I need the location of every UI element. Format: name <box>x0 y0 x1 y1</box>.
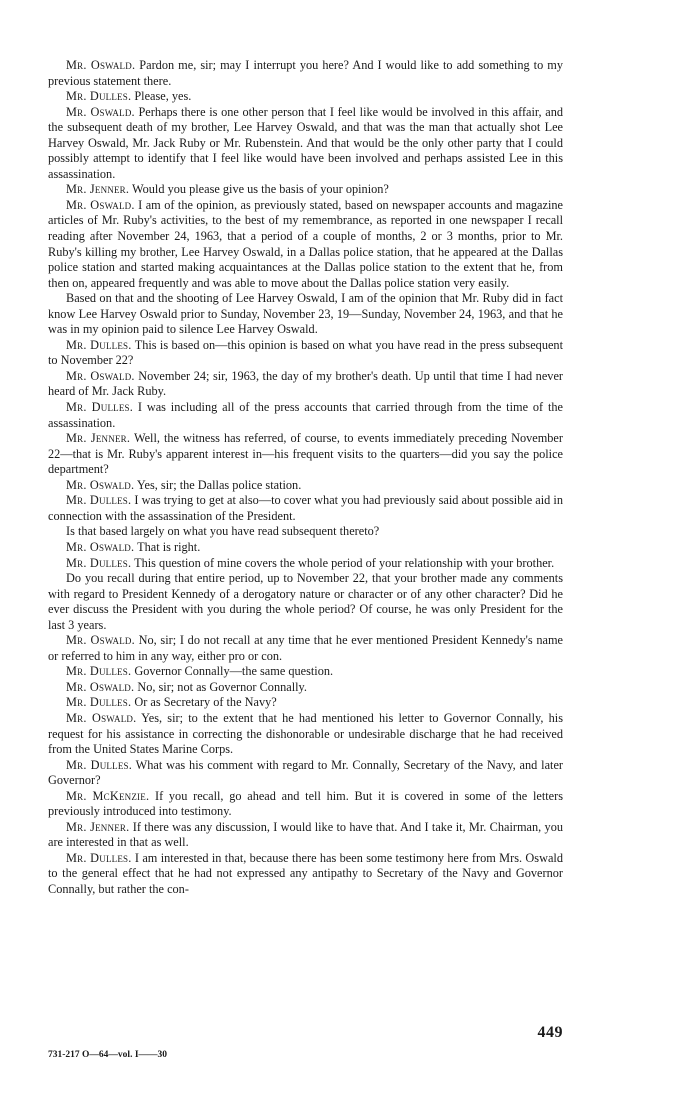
speaker-name: Mr. Oswald. <box>66 368 135 383</box>
paragraph-text: Yes, sir; to the extent that he had mentioned his letter to Governor Connally, his request for his assistance in correcting the dishonorable or undesirable discharge that he had received from the United States Marine Corps. <box>48 710 563 757</box>
paragraph-text: Or as Secretary of the Navy? <box>134 695 277 710</box>
speaker-name: Mr. Dulles. <box>66 664 132 679</box>
testimony-paragraph <box>48 478 563 494</box>
speaker-name: Mr. Dulles. <box>66 850 132 865</box>
testimony-paragraph <box>48 291 563 338</box>
paragraph-text: Well, the witness has referred, of course, to events immediately preceding November 22—that is Mr. Ruby's apparent interest in—his frequent visits to the quarters—did you say the police department? <box>48 431 563 477</box>
testimony-paragraph <box>48 711 563 758</box>
speaker-name: Mr. Dulles. <box>66 555 132 570</box>
page-number: 449 <box>537 1024 563 1041</box>
speaker-name: Mr. Dulles. <box>66 493 132 508</box>
paragraph-text: This question of mine covers the whole period of your relationship with your brother. <box>134 555 555 570</box>
paragraph-text: Pardon me, sir; may I interrupt you here? And I would like to add something to my previous statement there. <box>48 58 563 88</box>
paragraph-text: Please, yes. <box>134 89 192 104</box>
paragraph-text: Is that based largely on what you have read subsequent thereto? <box>66 524 380 539</box>
speaker-name: Mr. Dulles. <box>66 695 132 710</box>
speaker-name: Mr. Dulles. <box>66 757 132 772</box>
paragraph-text: Yes, sir; the Dallas police station. <box>136 477 302 492</box>
testimony-paragraph <box>48 556 563 572</box>
speaker-name: Mr. Oswald. <box>66 539 135 554</box>
testimony-paragraph <box>48 338 563 369</box>
testimony-paragraph <box>48 198 563 291</box>
paragraph-text: If there was any discussion, I would like to have that. And I take it, Mr. Chairman, you are interested in that as well. <box>48 819 563 850</box>
testimony-paragraph <box>48 58 563 89</box>
testimony-paragraph <box>48 664 563 680</box>
testimony-body <box>48 58 563 898</box>
paragraph-text: If you recall, go ahead and tell him. But it is covered in some of the letters previously introduced into testimony. <box>48 788 563 819</box>
speaker-name: Mr. Jenner. <box>66 819 130 834</box>
testimony-paragraph <box>48 758 563 789</box>
speaker-name: Mr. Jenner. <box>66 182 130 197</box>
testimony-paragraph <box>48 105 563 183</box>
paragraph-text: I am interested in that, because there has been some testimony here from Mrs. Oswald to the general effect that he had not expressed any antipathy to Secretary of the Navy and Governor Connally, but rather the con- <box>48 850 563 896</box>
testimony-paragraph <box>48 431 563 478</box>
paragraph-text: November 24; sir, 1963, the day of my brother's death. Up until that time I had never heard of Mr. Jack Ruby. <box>48 368 563 399</box>
paragraph-text: Perhaps there is one other person that I feel like would be involved in this affair, and the subsequent death of my brother, Lee Harvey Oswald, and that was the man that actually shot Lee Harvey Oswald, Mr. Jack Ruby or Mr. Rubenstein. And that would be the only other party that I could possibly attempt to identify that I feel like would have been involved and perhaps assisted Lee in this assassination. <box>48 104 563 181</box>
testimony-paragraph <box>48 820 563 851</box>
testimony-paragraph <box>48 540 563 556</box>
testimony-paragraph <box>48 89 563 105</box>
speaker-name: Mr. Oswald. <box>66 58 136 72</box>
speaker-name: Mr. Oswald. <box>66 477 135 492</box>
paragraph-text: I was trying to get at also—to cover what you had previously said about possible aid in connection with the assassination of the President. <box>48 493 563 523</box>
paragraph-text: What was his comment with regard to Mr. Connally, Secretary of the Navy, and later Governor? <box>48 757 563 788</box>
speaker-name: Mr. Dulles. <box>66 89 132 104</box>
paragraph-text: Would you please give us the basis of your opinion? <box>132 182 389 197</box>
speaker-name: Mr. Oswald. <box>66 710 137 725</box>
speaker-name: Mr. Oswald. <box>66 633 135 648</box>
speaker-name: Mr. McKenzie. <box>66 788 150 803</box>
speaker-name: Mr. Dulles. <box>66 400 134 415</box>
testimony-paragraph <box>48 789 563 820</box>
paragraph-text: This is based on—this opinion is based on what you have read in the press subsequent to November 22? <box>48 337 563 368</box>
paragraph-text: No, sir; I do not recall at any time that he ever mentioned President Kennedy's name or referred to him in any way, either pro or con. <box>48 633 563 663</box>
testimony-paragraph <box>48 633 563 664</box>
testimony-paragraph <box>48 182 563 198</box>
testimony-paragraph <box>48 571 563 633</box>
speaker-name: Mr. Jenner. <box>66 431 131 446</box>
speaker-name: Mr. Oswald. <box>66 197 135 212</box>
testimony-paragraph <box>48 493 563 524</box>
print-code: 731-217 O—64—vol. I——30 <box>48 1050 168 1060</box>
testimony-paragraph <box>48 400 563 431</box>
speaker-name: Mr. Oswald. <box>66 679 135 694</box>
speaker-name: Mr. Oswald. <box>66 104 135 119</box>
testimony-paragraph <box>48 695 563 711</box>
speaker-name: Mr. Dulles. <box>66 337 132 352</box>
testimony-paragraph <box>48 524 563 540</box>
paragraph-text: I was including all of the press accounts that carried through from the time of the assassination. <box>48 400 563 430</box>
testimony-paragraph <box>48 369 563 400</box>
paragraph-text: Do you recall during that entire period, up to November 22, that your brother made any comments with regard to President Kennedy of a derogatory nature or character or of any other character? Did he ever discuss the President with you during the whole period? Of course, he was only President for the last 3 years. <box>48 571 563 632</box>
testimony-paragraph <box>48 851 563 898</box>
paragraph-text: No, sir; not as Governor Connally. <box>137 679 307 694</box>
paragraph-text: Governor Connally—the same question. <box>134 664 334 679</box>
testimony-paragraph <box>48 680 563 696</box>
paragraph-text: Based on that and the shooting of Lee Harvey Oswald, I am of the opinion that Mr. Ruby did in fact know Lee Harvey Oswald prior to Sunday, November 23, 19—Sunday, November 24, 1963, and that he was in my opinion paid to silence Lee Harvey Oswald. <box>48 291 563 337</box>
paragraph-text: That is right. <box>137 539 201 554</box>
paragraph-text: I am of the opinion, as previously stated, based on newspaper accounts and magazine articles of Mr. Ruby's activities, to the best of my remembrance, as reported in one newspaper I recall reading after November 24, 1963, that a period of a couple of months, 2 or 3 months, prior to Mr. Ruby's killing my brother, Lee Harvey Oswald, in a Dallas police station, that he appeared at the Dallas police station and started making acquaintances at the Dallas police station to the extent that he, from then on, appeared frequently and was able to move about the Dallas police station very easily. <box>48 197 563 290</box>
